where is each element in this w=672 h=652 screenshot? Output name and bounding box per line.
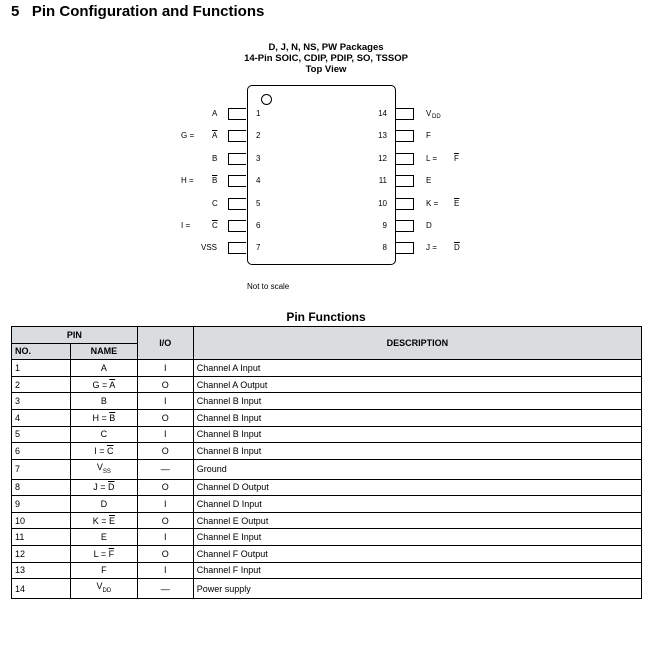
name-inverted: $\overline{C}$: [107, 445, 114, 456]
cell-name: [70, 376, 137, 393]
pin-number: 9: [382, 221, 387, 230]
cell-description: Channel A Output: [193, 376, 641, 393]
cell-description: Power supply: [193, 579, 641, 599]
name-inverted: $\overline{E}$: [109, 515, 116, 526]
pin-label: B: [212, 153, 218, 163]
name-text: I =: [94, 445, 108, 456]
cell-name: [70, 562, 137, 579]
name-inverted: $\overline{F}$: [108, 548, 115, 559]
pin-inverted-label: $\overline{D}$: [454, 243, 460, 253]
cell-description: Channel D Output: [193, 479, 641, 496]
pin-number: 3: [256, 153, 261, 163]
cell-description: Channel F Input: [193, 562, 641, 579]
cell-name: [70, 579, 137, 599]
pin-lead: [228, 108, 246, 120]
pin-label: $\overline{C}$: [212, 221, 218, 230]
pin-lead: [228, 153, 246, 165]
cell-no: 1: [12, 360, 71, 377]
cell-io: —: [137, 579, 193, 599]
cell-io: —: [137, 459, 193, 479]
table-row: [12, 360, 642, 377]
pin-lead: [228, 220, 246, 232]
pin-lead: [396, 108, 414, 120]
cell-io: O: [137, 479, 193, 496]
cell-name: [70, 496, 137, 513]
table-header-row: [12, 327, 642, 344]
cell-no: 7: [12, 459, 71, 479]
cell-description: Channel B Input: [193, 443, 641, 460]
table-row: [12, 512, 642, 529]
cell-no: 3: [12, 393, 71, 410]
section-title: [11, 3, 264, 20]
pin-label: C: [212, 198, 218, 208]
table-row: [12, 393, 642, 410]
table-row: [12, 479, 642, 496]
name-text: L =: [93, 548, 109, 559]
name-inverted: $\overline{D}$: [108, 482, 115, 493]
pin-label: F: [426, 131, 431, 141]
pin-inverted-label: $\overline{F}$: [454, 153, 459, 163]
name-text: V: [96, 461, 103, 472]
cell-no: 4: [12, 409, 71, 426]
cell-no: 12: [12, 545, 71, 562]
pin-lead: [228, 198, 246, 210]
header-name: NAME: [70, 343, 137, 360]
cell-no: 2: [12, 376, 71, 393]
cell-io: O: [137, 545, 193, 562]
name-text: F: [101, 565, 107, 576]
pin-inverted-label: $\overline{E}$: [454, 198, 460, 208]
name-inverted: $\overline{B}$: [109, 412, 116, 423]
pin-number: 4: [256, 176, 261, 186]
table-row: [12, 496, 642, 513]
section-number: 5: [11, 3, 20, 20]
cell-description: Channel A Input: [193, 360, 641, 377]
table-row: [12, 409, 642, 426]
table-body: [12, 360, 642, 599]
name-text: A: [100, 362, 107, 373]
name-text: D: [100, 498, 108, 509]
name-text: V: [96, 581, 103, 592]
cell-no: 14: [12, 579, 71, 599]
table-row: [12, 529, 642, 546]
table-row: [12, 426, 642, 443]
pin-label-subscript: DD: [432, 114, 441, 120]
name-text: H =: [92, 412, 110, 423]
section-heading: Pin Configuration and Functions: [31, 3, 265, 20]
cell-no: 11: [12, 529, 71, 546]
header-no: NO.: [12, 343, 71, 360]
pin-number: 6: [256, 221, 261, 230]
pin-lead: [396, 130, 414, 142]
pin-lead: [396, 242, 414, 254]
name-text: C: [100, 429, 108, 440]
pin-number: 12: [378, 153, 387, 163]
pin-number: 8: [382, 243, 387, 253]
table-row: [12, 579, 642, 599]
cell-no: 9: [12, 496, 71, 513]
cell-name: [70, 409, 137, 426]
name-text: K =: [92, 515, 109, 526]
cell-io: I: [137, 562, 193, 579]
pin-lead: [228, 130, 246, 142]
pin-lead: [396, 198, 414, 210]
name-text: E: [100, 532, 107, 543]
cell-name: [70, 512, 137, 529]
cell-name: [70, 443, 137, 460]
pin-number: 13: [378, 131, 387, 141]
cell-name: [70, 360, 137, 377]
cell-description: Ground: [193, 459, 641, 479]
header-description: DESCRIPTION: [193, 327, 641, 360]
cell-no: 10: [12, 512, 71, 529]
table-row: [12, 376, 642, 393]
pin-number: 5: [256, 198, 261, 208]
pin-number: 1: [256, 109, 261, 118]
pin-number: 14: [378, 109, 387, 118]
name-text: G =: [92, 379, 110, 390]
cell-name: [70, 393, 137, 410]
header-pin: PIN: [12, 327, 138, 344]
pin-lead: [396, 153, 414, 165]
pin-label: D: [426, 221, 432, 230]
cell-no: 8: [12, 479, 71, 496]
pin-number: 7: [256, 243, 261, 253]
cell-description: Channel B Input: [193, 393, 641, 410]
pin-lead: [396, 175, 414, 187]
cell-description: Channel E Input: [193, 529, 641, 546]
pin-label: $\overline{B}$: [212, 176, 218, 186]
cell-no: 13: [12, 562, 71, 579]
pin-number: 11: [378, 176, 387, 186]
table-row: [12, 545, 642, 562]
cell-description: Channel B Input: [193, 426, 641, 443]
cell-description: Channel F Output: [193, 545, 641, 562]
pin-lead: [228, 175, 246, 187]
diagram-note: Not to scale: [247, 282, 290, 291]
cell-name: [70, 479, 137, 496]
cell-description: Channel E Output: [193, 512, 641, 529]
pin-label: VSS: [201, 243, 218, 253]
cell-io: O: [137, 376, 193, 393]
cell-io: O: [137, 512, 193, 529]
name-subscript: SS: [102, 468, 111, 475]
cell-name: [70, 529, 137, 546]
cell-io: I: [137, 426, 193, 443]
cell-io: I: [137, 360, 193, 377]
cell-io: I: [137, 529, 193, 546]
name-text: B: [100, 396, 107, 407]
pin-alias-label: I =: [181, 221, 191, 230]
pin-label: $\overline{A}$: [212, 131, 218, 141]
cell-name: [70, 459, 137, 479]
pin-label: J =: [426, 243, 437, 253]
cell-description: Channel B Input: [193, 409, 641, 426]
name-subscript: DD: [102, 587, 112, 594]
cell-io: O: [137, 443, 193, 460]
cell-description: Channel D Input: [193, 496, 641, 513]
cell-io: O: [137, 409, 193, 426]
pin-alias-label: G =: [181, 131, 195, 141]
package-list: D, J, N, NS, PW Packages: [268, 42, 384, 53]
pin-number: 2: [256, 131, 261, 141]
pin-number: 10: [378, 198, 387, 208]
name-text: J =: [93, 482, 109, 493]
cell-io: I: [137, 393, 193, 410]
pin-label: A: [212, 109, 218, 118]
pin-label: V: [426, 109, 432, 118]
table-row: [12, 443, 642, 460]
table-row: [12, 459, 642, 479]
pin-label: K =: [426, 198, 439, 208]
pin1-marker-icon: [261, 94, 272, 105]
header-io: I/O: [137, 327, 193, 360]
cell-no: 5: [12, 426, 71, 443]
cell-name: [70, 426, 137, 443]
table-row: [12, 562, 642, 579]
pin-alias-label: H =: [181, 176, 194, 186]
package-view: Top View: [305, 64, 347, 75]
pin-lead: [396, 220, 414, 232]
cell-io: I: [137, 496, 193, 513]
package-types: 14-Pin SOIC, CDIP, PDIP, SO, TSSOP: [244, 53, 408, 64]
pin-functions-title: Pin Functions: [286, 310, 366, 324]
name-inverted: $\overline{A}$: [109, 379, 116, 390]
pin-lead: [228, 242, 246, 254]
cell-name: [70, 545, 137, 562]
pin-functions-table: [11, 326, 642, 599]
pin-label: E: [426, 176, 432, 186]
cell-no: 6: [12, 443, 71, 460]
pin-label: L =: [426, 153, 438, 163]
